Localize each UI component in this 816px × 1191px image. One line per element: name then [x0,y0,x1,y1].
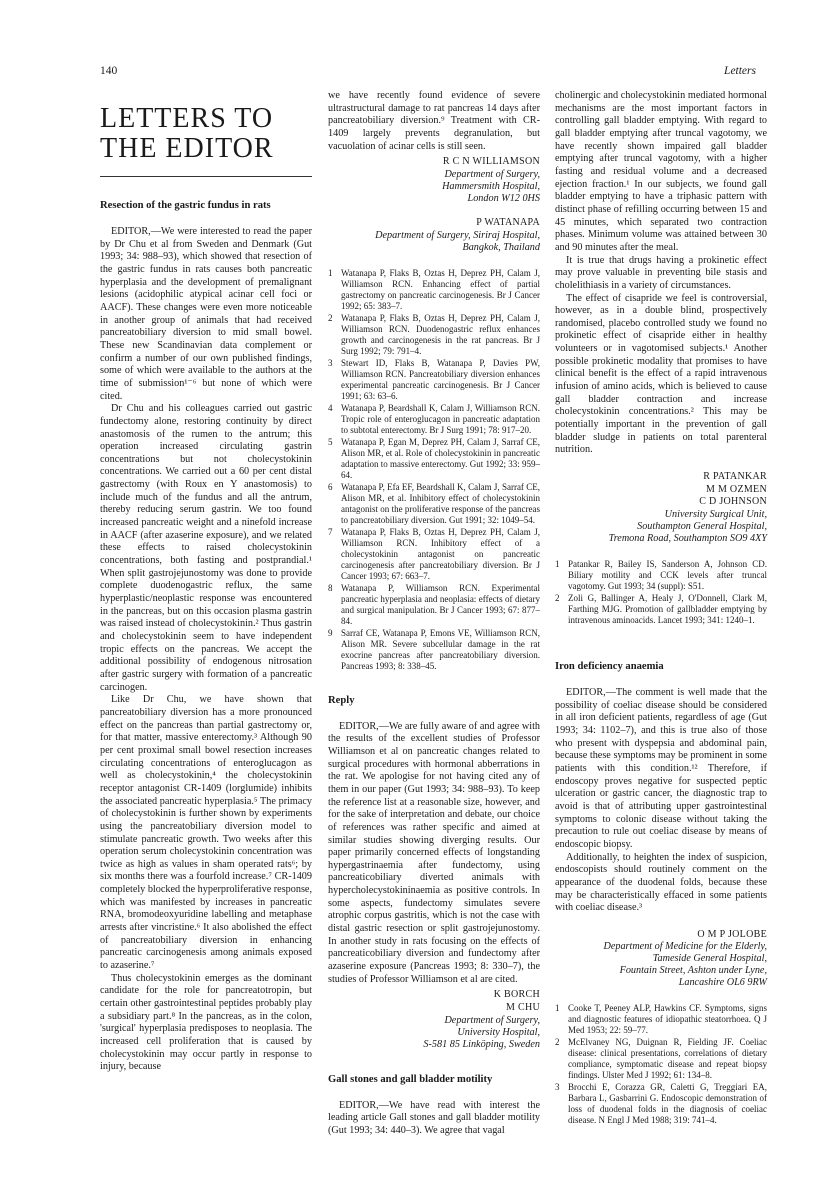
column-1 [100,90,312,1074]
letter1-paragraph: EDITOR,—We were interested to read the paper by Dr Chu et al from Sweden and Denmark (Gut 1993; 34: 988–93), which showed that resection of the gastric fundus in rats causes both pancreatic hyperplasia and the development of premalignant lesions (acidophilic atypical acinar cell foci or AACF). These changes were even more noticeable in another group of animals that had received pancreatobiliary diversion to mid small bowel. These new Scandinavian data complement or confirm a number of our own published findings, some of which were available to the authors at the time of submission¹⁻⁶ but none of which were cited. [100,226,312,402]
author-name: M M OZMEN [705,483,767,495]
gall-paragraph-continued: cholinergic and cholecystokinin mediated hormonal mechanisms are the most important factors in controlling gall bladder emptying. With regard to gall bladder emptying after truncal vagotomy, we have recently shown impaired gall bladder emptying after truncal vagotomy, with a higher fasting and residual volume and a decreased ejection fraction.¹ In our subjects, we found gall bladder emptying to have a triphasic pattern with distinct phase of refilling occurring between 15 and 45 minutes, which separated two contraction phases. Minimum volume was attained between 30 and 90 minutes after the meal. [555,90,767,253]
reference-item: 1 Patankar R, Bailey IS, Sanderson A, Johnson CD. Biliary motility and CCK levels after truncal vagotomy. Gut 1993; 34 (suppl): S51. [555,559,767,591]
author-affiliation: Department of Surgery, Siriraj Hospital, [375,229,540,241]
running-title: Letters [724,65,756,77]
author-name: C D JOHNSON [699,496,767,508]
letter1-paragraph: Thus cholecystokinin emerges as the dominant candidate for the role for pancreatotropin, but certain other gastrointestinal peptides probably play a subsidiary part.⁸ In the pancreas, as in the colon, 'surgical' hyperplasia predisposes to neoplasia. The increased cell proliferation that is caused by cholecystokinin may occur partly in response to injury, because [100,972,312,1073]
author-affiliation: Department of Medicine for the Elderly, [603,941,767,953]
title-rule [100,176,312,177]
author-affiliation: Hammersmith Hospital, [442,180,540,192]
letter1-paragraph: Like Dr Chu, we have shown that pancreatobiliary diversion has a more pronounced effect on the pancreas than partial gastrectomy or, for that matter, massive enterectomy.³ Although 90 per cent proximal small bowel resection increases circulating concentrations of enteroglucagon as well as cholecystokinin,⁴ the cholecystokinin receptor antagonist CR-1409 (lorglumide) inhibits the associated pancreatic hyperplasia.⁵ The primacy of cholecystokinin is further shown by experiments using the pancreatobiliary diversion model to stimulate pancreatic growth. Two weeks after this operation serum cholecystokinin concentration was twice as high as values in sham operated rats⁶; by six months there was a fourfold increase.⁷ CR-1409 completely blocked the hyperproliferative response, which was manifested by increases in pancreatic RNA, bromodeoxyuridine labelling and metaphase arrests after vincristine.⁶ It also abolished the effect of pancreatobiliary diversion in enhancing pancreatic carcinogenesis among animals exposed to azaserine.⁷ [100,694,312,972]
author-affiliation: Bangkok, Thailand [462,241,540,253]
letter-heading-reply: Reply [328,694,355,706]
column-2 [328,90,540,1138]
signature-williamson [328,156,540,205]
reference-list-iron [555,1003,767,1126]
author-name: P WATANAPA [476,216,540,228]
reference-item: 1 Watanapa P, Flaks B, Oztas H, Deprez PH, Calam J, Williamson RCN. Enhancing effect of partial gastrectomy on pancreatic carcinogenesis. Br J Cancer 1992; 65: 383–7. [328,267,540,311]
author-affiliation: Fountain Street, Ashton under Lyne, [619,965,767,977]
gall-paragraph: The effect of cisapride we feel is controversial, however, as in a double blind, prospectively randomised, placebo controlled study we found no prokinetic effect of cisapride either in healthy volunteers or in vagotomised subjects.¹ Another possible prokinetic modality that promises to have clinical benefit is the effect of a rapid intravenous infusion of amino acids, which is believed to cause gall bladder contraction and increase cholecystokinin concentrations.² This may be potentially important in the prevention of gall bladder sludge in patients on total parenteral nutrition. [555,292,767,456]
reference-item: 6 Watanapa P, Efa EF, Beardshall K, Calam J, Sarraf CE, Alison MR, et al. Inhibitory effect of cholecystokinin antagonist on the proliferative response of the pancreas to pancreatobiliary diversion. Gut 1991; 32: 1049–54. [328,481,540,525]
letter-heading-gall-stones: Gall stones and gall bladder motility [328,1073,493,1085]
iron-paragraph: EDITOR,—The comment is well made that the possibility of coeliac disease should be considered in all iron deficient patients, regardless of age (Gut 1993; 34: 1102–7), and this is true also of those who present with dyspepsia and abdominal pain, because these symptoms may be prominent in some patients with this condition.¹² Therefore, if endoscopy proves negative for suspected peptic ulceration or gastric cancer, the diagnostic trap to avoid is that of attributing upper gastrointestinal symptoms to colonic disease without taking the precaution to rule out coeliac disease by means of endoscopic biopsy. [555,687,767,850]
author-affiliation: University Hospital, [457,1026,540,1038]
letter-heading-gastric-fundus: Resection of the gastric fundus in rats [100,200,271,211]
reference-item: 2 McElvaney NG, Duignan R, Fielding JF. Coeliac disease: clinical presentations, correlations of dietary compliance, symptomatic disease and repeat biopsy findings. Ulster Med J 1992; 61: 134–8. [555,1037,767,1081]
reference-list-letter1 [328,268,540,672]
reference-item: 1 Cooke T, Peeney ALP, Hawkins CF. Symptoms, signs and diagnostic features of idiopathic steatorrhoea. Q J Med 1953; 22: 59–77. [555,1003,767,1036]
author-affiliation: University Surgical Unit, [664,509,767,520]
author-affiliation: Department of Surgery, [444,168,540,180]
author-affiliation: London W12 0HS [467,192,540,204]
reference-list-gall [555,559,767,626]
page-number: 140 [100,65,118,77]
reference-item: 3 Brocchi E, Corazza GR, Caletti G, Treggiari EA, Barbara L, Gasbarrini G. Endoscopic demonstration of loss of duodenal folds in the diagnosis of coeliac disease. N Engl J Med 1988; 319: 741–4. [555,1082,767,1126]
signature-patankar [555,471,767,545]
reference-item: 8 Watanapa P, Williamson RCN. Experimental pancreatic hyperplasia and neoplasia: effects of dietary and surgical manipulation. Br J Cancer 1993; 67: 877–84. [328,582,540,626]
iron-paragraph: Additionally, to heighten the index of suspicion, endoscopists should routinely comment on the appearance of the duodenal folds, because these may be characteristically effaced in some patients with coeliac disease.³ [555,851,767,914]
reference-item: 5 Watanapa P, Egan M, Deprez PH, Calam J, Sarraf CE, Alison MR, et al. Role of cholecystokinin in pancreatic adaptation to massive enterectomy. Gut 1992; 33: 959–64. [328,436,540,480]
reference-item: 3 Stewart ID, Flaks B, Watanapa P, Davies PW, Williamson RCN. Pancreatobiliary diversion enhances experimental pancreatic carcinogenesis. Br J Cancer 1991; 63: 63–6. [328,357,540,401]
column-3 [555,90,767,1127]
author-affiliation: Lancashire OL6 9RW [678,977,767,989]
author-affiliation: S-581 85 Linköping, Sweden [423,1038,540,1050]
author-name: O M P JOLOBE [697,928,767,940]
author-name: R PATANKAR [703,471,767,483]
author-affiliation: Tameside General Hospital, [652,953,767,965]
reference-item: 7 Watanapa P, Flaks B, Oztas H, Deprez PH, Calam J, Williamson RCN. Inhibitory effect of a cholecystokinin antagonist on pancreatic carcinogenesis after pancreatobiliary diversion. Br J Cancer 1993; 67: 663–7. [328,526,540,581]
author-affiliation: Department of Surgery, [444,1014,540,1026]
reference-item: 4 Watanapa P, Beardshall K, Calam J, Williamson RCN. Tropic role of enteroglucagon in pancreatic adaptation to subtotal enterectomy. Br J Surg 1991; 78: 917–20. [328,402,540,435]
reference-item: 9 Sarraf CE, Watanapa P, Emons VE, Williamson RCN, Alison MR. Severe subcellular damage in the rat exocrine pancreas after pancreatobiliary diversion. Pancreas 1993; 8: 338–45. [328,627,540,671]
reference-item: 2 Zoli G, Ballinger A, Healy J, O'Donnell, Clark M, Farthing MJG. Promotion of gallbladder emptying by intravenous aminoacids. Lancet 1993; 341: 1240–1. [555,593,767,625]
letter-heading-iron-deficiency: Iron deficiency anaemia [555,661,664,672]
letter1-paragraph-continued: we have recently found evidence of severe ultrastructural damage to rat pancreas 14 days after pancreatobiliary diversion.⁹ Treatment with CR-1409 largely prevents degranulation, but vacuolation of acinar cells is still seen. [328,90,540,152]
author-name: M CHU [505,1002,540,1014]
gall-paragraph: It is true that drugs having a prokinetic effect may prove valuable in preventing bile stasis and cholelithiasis in a variety of circumstances. [555,254,767,291]
letter1-paragraph: Dr Chu and his colleagues carried out gastric fundectomy alone, restoring continuity by direct anastomosis of the rumen to the antrum; this operation increased circulating gastrin concentrations but not cholecystokinin concentrations. We carried out a 60 per cent distal gastrectomy (with Roux en Y anastomosis) to include much of the fundus and all the antrum, thereby reducing serum gastrin. We too found increased pancreatic weight and a ninefold increase in AACF (after azaserine exposure), and we related these effects to raised cholecystokinin concentrations, both fasting and postprandial.¹ When split gastrojejunostomy was done to provide complete duodenogastric reflux, the same hyperplastic/neoplastic response was encountered in the pancreas, but on this occasion plasma gastrin was raised instead of cholecystokinin.² Thus gastrin and cholecystokinin seem to have independent tropic effects on the pancreas. We accept the additional possibility of endogenous nitrosation after gastric surgery with formation of a pancreatic carcinogen. [100,403,312,693]
author-affiliation: Tremona Road, Southampton SO9 4XY [608,533,767,544]
signature-jolobe [555,929,767,990]
section-title: LETTERS TO THE EDITOR [100,103,274,164]
author-affiliation: Southampton General Hospital, [637,521,767,532]
reply-paragraph: EDITOR,—We are fully aware of and agree with the results of the excellent studies of Professor Williamson et al on pancreatic changes related to surgical procedures with hormonal abberrations in the rat. We apologise for not having cited any of them in our paper (Gut 1993; 34: 988–93). To keep the reference list at a reasonable size, however, and for the sake of interpretation and debate, our choice of references was rather specific and aimed at similar studies showing diverging results. Our paper primarily concerned effects of longstanding hypergastrinaemia after fundectomy, using pancreaticobiliary diverted animals with hypercholecystokininaemia as positive controls. In some aspects, fundectomy simulates severe atrophic corpus gastritis, which is not the case with distal gastric resection or split gastrojejunostomy. In another study in rats focusing on the effects of pancreaticobiliary diversion and fundectomy after azaserine exposure (Pancreas 1993; 8: 330–7), the studies of Professor Williamson et al are cited. [328,720,540,985]
reference-item: 2 Watanapa P, Flaks B, Oztas H, Deprez PH, Calam J, Williamson RCN. Duodenogastric reflux enhances growth and carcinogenesis in the rat pancreas. Br J Surg 1992; 79: 791–4. [328,312,540,356]
signature-watanapa [328,217,540,254]
signature-borch-chu [328,989,540,1050]
gall-paragraph: EDITOR,—We have read with interest the leading article Gall stones and gall bladder motility (Gut 1993; 34: 440–3). We agree that vagal [328,1099,540,1136]
author-name: K BORCH [493,989,540,1001]
author-name: R C N WILLIAMSON [442,156,540,168]
